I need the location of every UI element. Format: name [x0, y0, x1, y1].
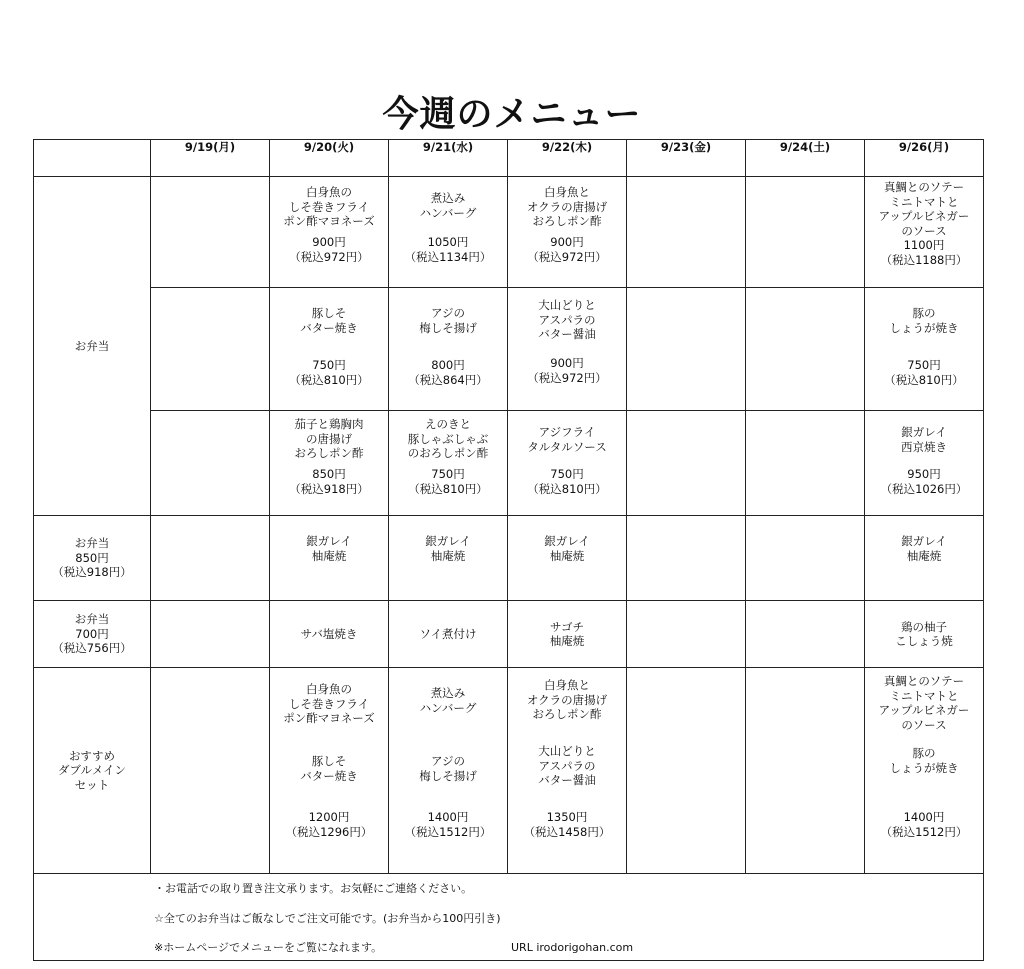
menu-cell [508, 288, 627, 411]
category-label: おすすめ ダブルメイン セット [34, 668, 151, 874]
empty-cell [627, 516, 746, 601]
menu-cell [270, 177, 389, 288]
dish-price: 750円 （税込810円） [884, 358, 964, 387]
dish-name: 豚しそ バター焼き [300, 754, 358, 783]
menu-cell [865, 411, 984, 516]
menu-cell [389, 177, 508, 288]
dish-price: 800円 （税込864円） [408, 358, 488, 387]
empty-cell [746, 668, 865, 874]
dish-price: 1100円 （税込1188円） [880, 238, 968, 267]
menu-cell [508, 601, 627, 668]
dish-name: 白身魚の しそ巻きフライ ポン酢マヨネーズ [283, 682, 375, 725]
weekly-menu-table [33, 139, 984, 961]
empty-cell [746, 516, 865, 601]
dish-name: 白身魚と オクラの唐揚げ おろしポン酢 [526, 678, 608, 721]
menu-cell [508, 516, 627, 601]
dish-name: 銀ガレイ 柚庵焼 [425, 534, 471, 563]
dish-name: 銀ガレイ 柚庵焼 [901, 534, 947, 563]
day-header: 9/20(火) [270, 140, 389, 177]
day-header: 9/24(土) [746, 140, 865, 177]
dish-name: 真鯛とのソテー ミニトマトと アップルビネガー のソース [878, 180, 970, 238]
empty-cell [627, 288, 746, 411]
menu-cell [270, 516, 389, 601]
dish-name: 豚の しょうが焼き [889, 306, 959, 335]
day-header: 9/19(月) [151, 140, 270, 177]
dish-name: アジの 梅しそ揚げ [419, 306, 477, 335]
dish-name: ソイ煮付け [419, 626, 477, 641]
dish-name: アジフライ タルタルソース [527, 425, 607, 454]
empty-cell [627, 668, 746, 874]
menu-cell [508, 177, 627, 288]
dish-name: 銀ガレイ 西京焼き [901, 425, 947, 454]
corner-cell [34, 140, 151, 177]
menu-cell [270, 601, 389, 668]
day-header: 9/23(金) [627, 140, 746, 177]
dish-price: 750円 （税込810円） [289, 358, 369, 387]
menu-cell [508, 411, 627, 516]
empty-cell [151, 177, 270, 288]
day-header: 9/26(月) [865, 140, 984, 177]
dish-name: 茄子と鶏胸肉 の唐揚げ おろしポン酢 [294, 417, 364, 460]
empty-cell [746, 177, 865, 288]
dish-price: 1050円 （税込1134円） [404, 235, 492, 264]
menu-cell [389, 288, 508, 411]
dish-name: 煮込み ハンバーグ [419, 191, 477, 220]
empty-cell [627, 411, 746, 516]
menu-cell [865, 177, 984, 288]
menu-row [34, 601, 984, 668]
dish-name: 豚の しょうが焼き [889, 746, 959, 775]
website-url: URL irodorigohan.com [511, 941, 634, 954]
empty-cell [151, 668, 270, 874]
dish-name: 煮込み ハンバーグ [419, 686, 477, 715]
empty-cell [151, 288, 270, 411]
day-header: 9/22(木) [508, 140, 627, 177]
dish-price: 900円 （税込972円） [527, 356, 607, 385]
empty-cell [627, 177, 746, 288]
dish-name: えのきと 豚しゃぶしゃぶ のおろしポン酢 [407, 417, 489, 460]
dish-name: 白身魚の しそ巻きフライ ポン酢マヨネーズ [283, 185, 375, 228]
menu-cell [865, 516, 984, 601]
dish-price: 950円 （税込1026円） [880, 467, 968, 496]
menu-row [34, 516, 984, 601]
dish-price: 850円 （税込918円） [289, 467, 369, 496]
dish-price: 1200円 （税込1296円） [285, 810, 373, 839]
empty-cell [151, 516, 270, 601]
notes-cell [34, 874, 984, 961]
menu-cell [389, 411, 508, 516]
category-label: お弁当 [34, 177, 151, 516]
category-label: お弁当 700円 （税込756円） [34, 601, 151, 668]
notes-row [34, 874, 984, 961]
dish-price: 750円 （税込810円） [408, 467, 488, 496]
menu-cell [270, 411, 389, 516]
menu-row [34, 177, 984, 288]
menu-cell [389, 516, 508, 601]
menu-cell [389, 668, 508, 874]
empty-cell [151, 411, 270, 516]
menu-cell [865, 668, 984, 874]
dish-name: 白身魚と オクラの唐揚げ おろしポン酢 [526, 185, 608, 228]
empty-cell [627, 601, 746, 668]
menu-row [34, 288, 984, 411]
dish-name: 銀ガレイ 柚庵焼 [306, 534, 352, 563]
empty-cell [746, 601, 865, 668]
dish-price: 900円 （税込972円） [289, 235, 369, 264]
dish-name: アジの 梅しそ揚げ [419, 754, 477, 783]
empty-cell [746, 288, 865, 411]
dish-name: サバ塩焼き [300, 626, 358, 641]
dish-name: 鶏の柚子 こしょう焼 [895, 619, 953, 648]
empty-cell [151, 601, 270, 668]
menu-row [34, 668, 984, 874]
dish-name: 大山どりと アスパラの バター醤油 [538, 298, 596, 341]
dish-price: 1400円 （税込1512円） [880, 810, 968, 839]
menu-row [34, 411, 984, 516]
page-title: 今週のメニュー [382, 94, 642, 135]
category-label: お弁当 850円 （税込918円） [34, 516, 151, 601]
note-phone-order: ・お電話での取り置き注文承ります。お気軽にご連絡ください。 [154, 882, 473, 895]
dish-price: 750円 （税込810円） [527, 467, 607, 496]
menu-cell [865, 288, 984, 411]
dish-price: 900円 （税込972円） [527, 235, 607, 264]
dish-name: 豚しそ バター焼き [300, 306, 358, 335]
dish-name: 大山どりと アスパラの バター醤油 [538, 744, 596, 787]
day-header: 9/21(水) [389, 140, 508, 177]
menu-cell [508, 668, 627, 874]
dish-name: 銀ガレイ 柚庵焼 [544, 534, 590, 563]
dish-price: 1350円 （税込1458円） [523, 810, 611, 839]
dish-price: 1400円 （税込1512円） [404, 810, 492, 839]
empty-cell [746, 411, 865, 516]
dish-name: サゴチ 柚庵焼 [549, 619, 585, 648]
menu-cell [389, 601, 508, 668]
note-no-rice: ☆全てのお弁当はご飯なしでご注文可能です。(お弁当から100円引き) [154, 912, 501, 925]
menu-cell [865, 601, 984, 668]
header-row [34, 140, 984, 177]
menu-cell [270, 668, 389, 874]
note-homepage: ※ホームページでメニューをご覧になれます。 [154, 941, 383, 954]
menu-cell [270, 288, 389, 411]
dish-name: 真鯛とのソテー ミニトマトと アップルビネガー のソース [878, 674, 970, 732]
